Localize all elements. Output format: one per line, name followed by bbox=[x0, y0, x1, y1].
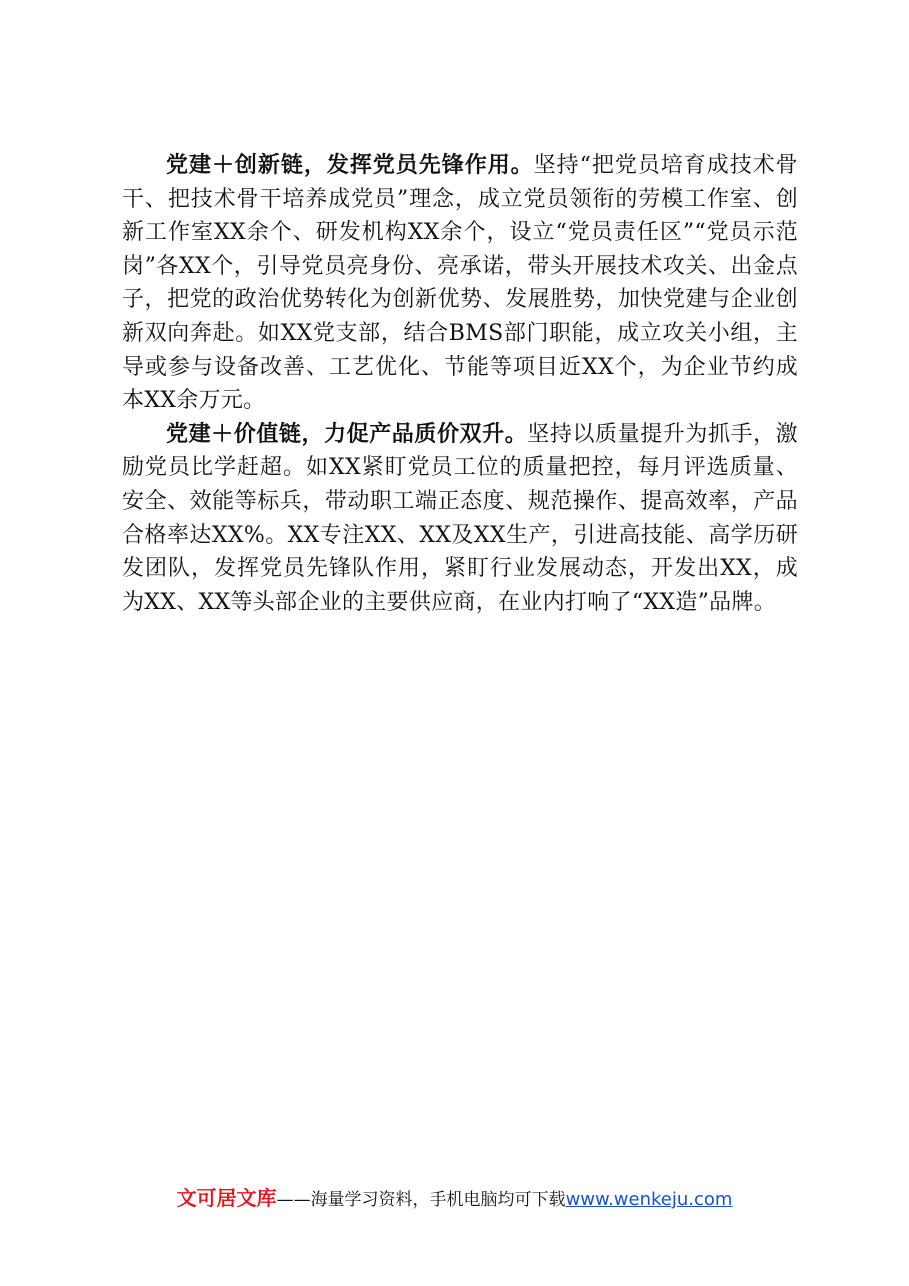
paragraph-text: 坚持以质量提升为抓手，激励党员比学赶超。如XX紧盯党员工位的质量把控，每月评选质量、安全、效能等标兵，带动职工端正态度、规范操作、提高效率，产品合格率达XX%。XX专注XX、XX及XX生产，引进高技能、高学历研发团队，发挥党员先锋队作用，紧盯行业发展动态，开发出XX，成为XX、XX等头部企业的主要供应商，在业内打响了“XX造”品牌。 bbox=[122, 421, 798, 615]
paragraph-text: 坚持“把党员培育成技术骨干、把技术骨干培养成党员”理念，成立党员领衔的劳模工作室、创新工作室XX余个、研发机构XX余个，设立“党员责任区”“党员示范岗”各XX个，引导党员亮身份、亮承诺，带头开展技术攻关、出金点子，把党的政治优势转化为创新优势、发展胜势，加快党建与企业创新双向奔赴。如XX党支部，结合BMS部门职能，成立攻关小组，主导或参与设备改善、工艺优化、节能等项目近XX个，为企业节约成本XX余万元。 bbox=[122, 153, 798, 414]
paragraph-heading: 党建＋价值链，力促产品质价双升。 bbox=[166, 421, 528, 447]
footer-brand: 文可居文库 bbox=[176, 1186, 277, 1210]
footer-banner bbox=[0, 1182, 909, 1211]
paragraph-value-chain bbox=[122, 418, 798, 620]
document-body bbox=[122, 149, 798, 619]
paragraph-innovation-chain bbox=[122, 149, 798, 418]
footer-slogan: ——海量学习资料，手机电脑均可下载 bbox=[276, 1190, 566, 1210]
footer-link[interactable]: www.wenkeju.com bbox=[565, 1189, 733, 1210]
paragraph-heading: 党建＋创新链，发挥党员先锋作用。 bbox=[166, 153, 534, 178]
